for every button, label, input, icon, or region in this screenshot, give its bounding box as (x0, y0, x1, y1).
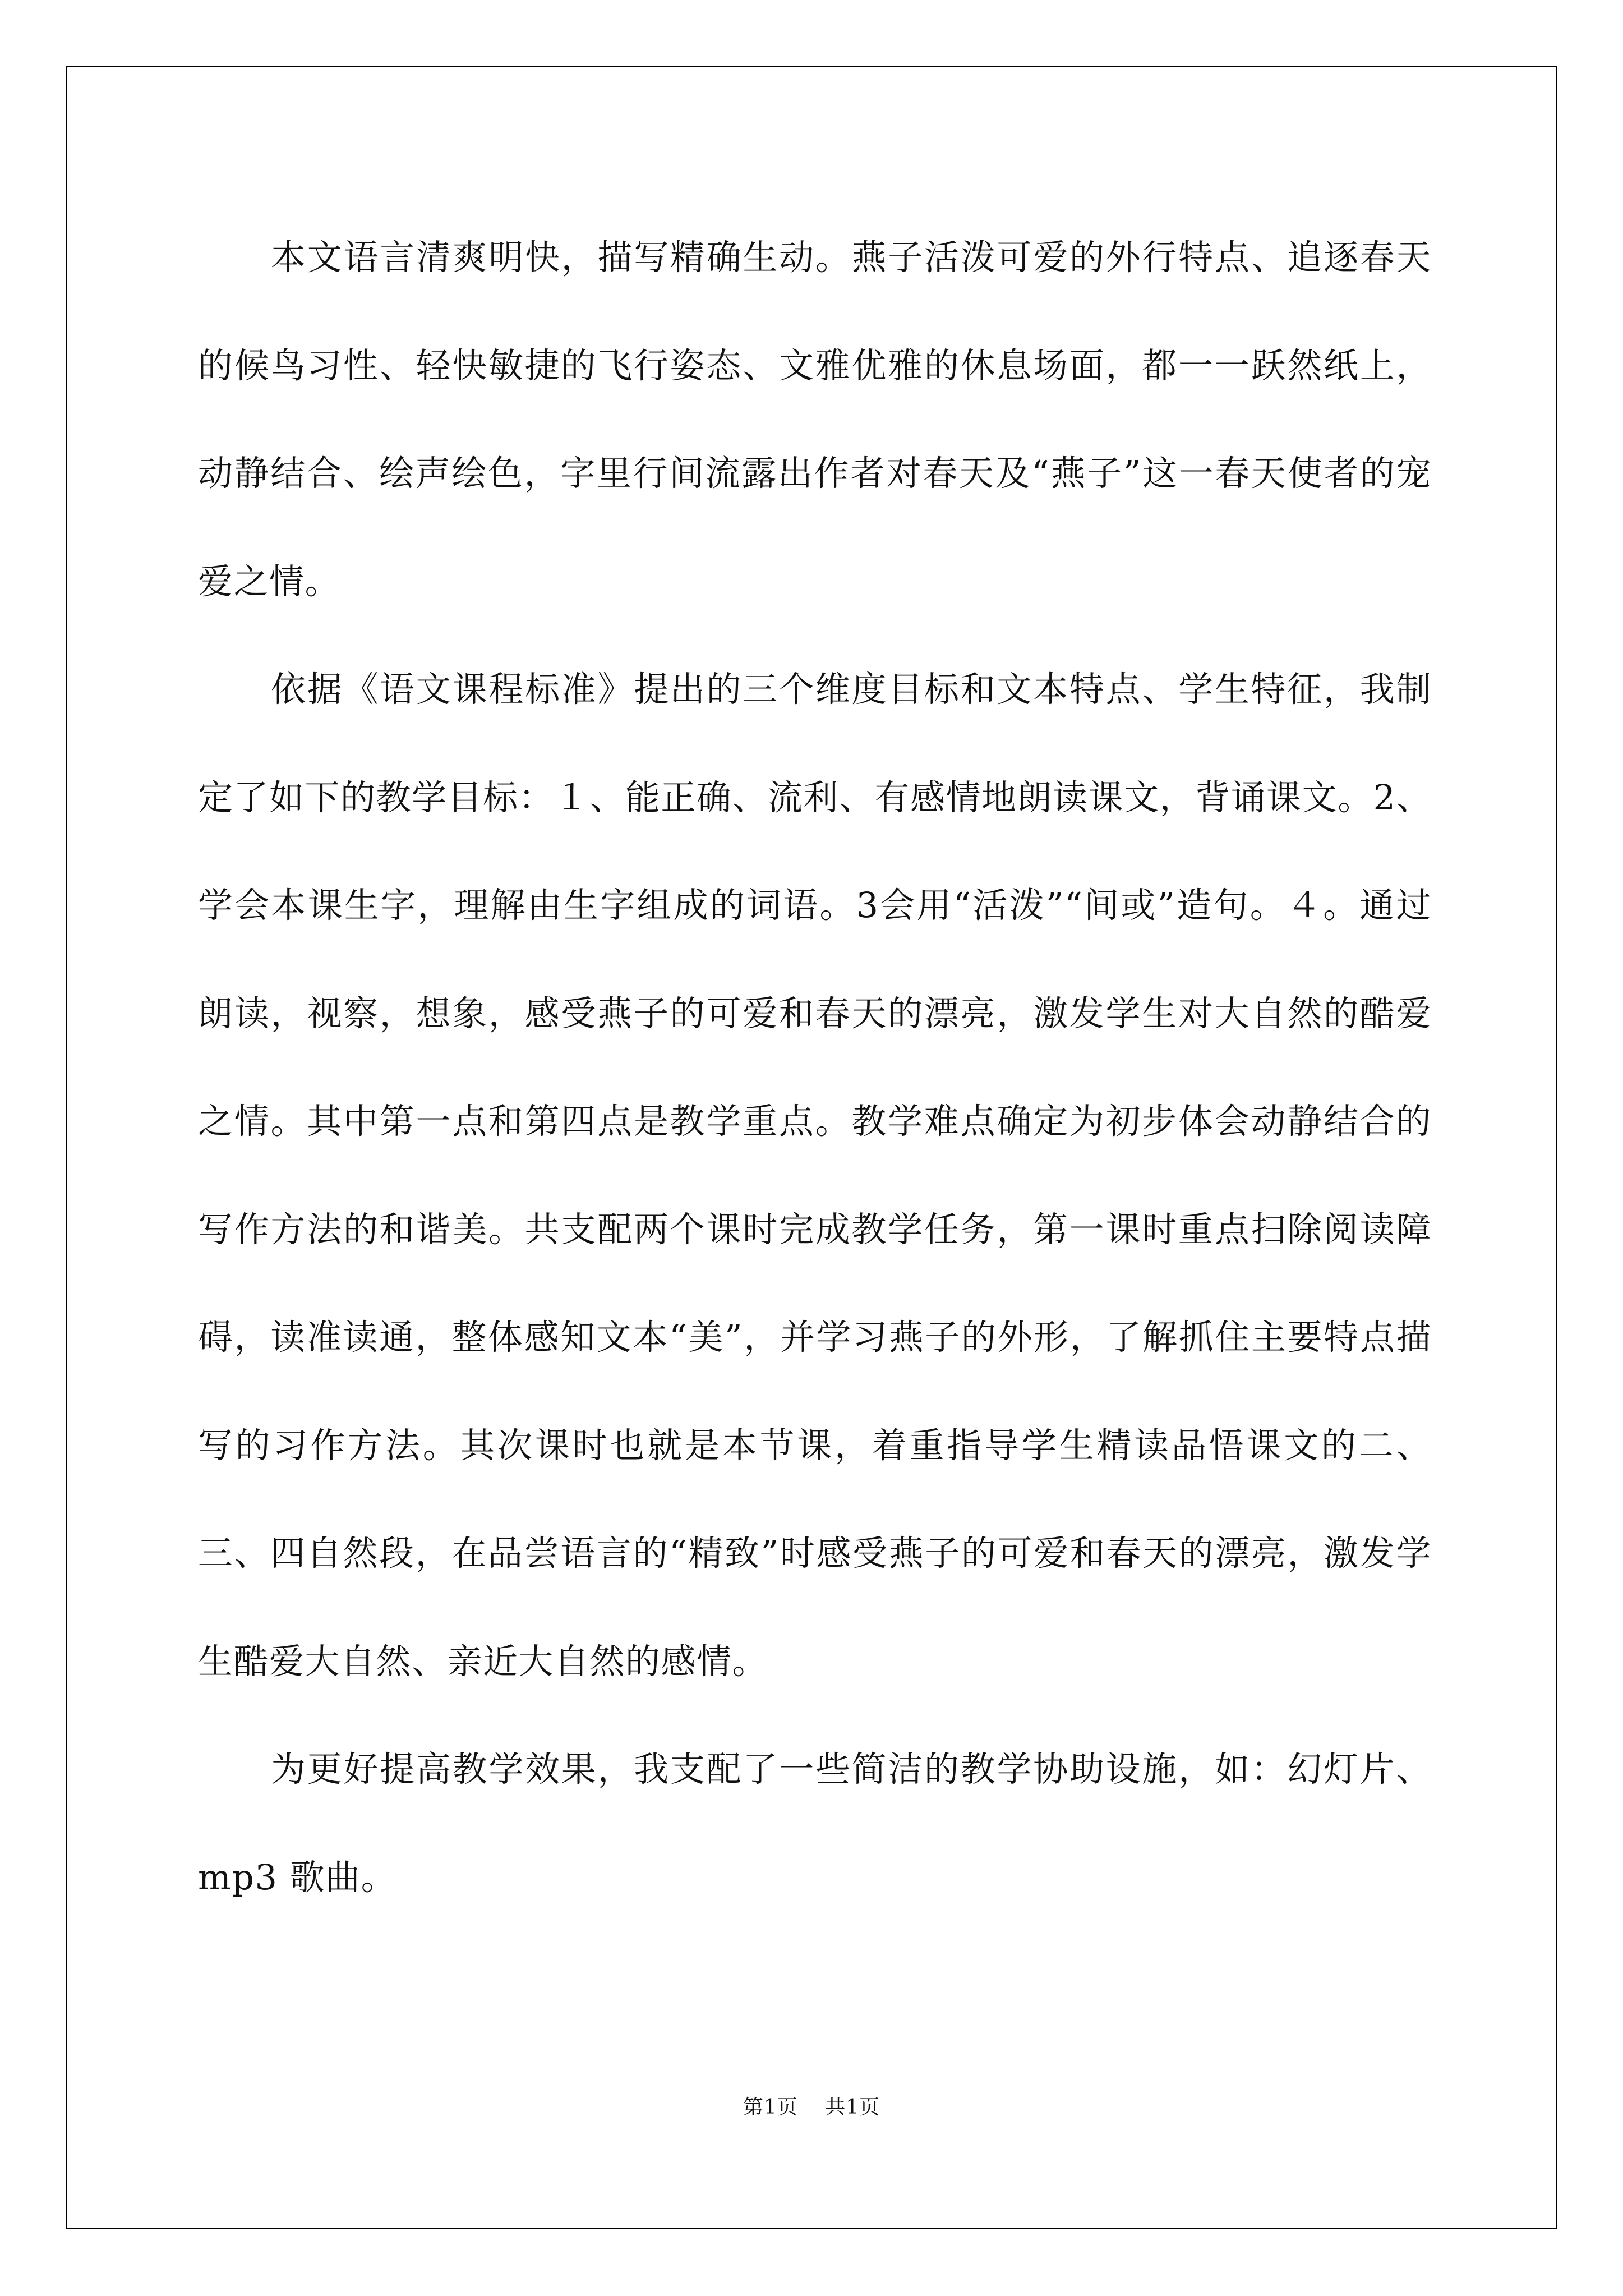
page-footer (0, 2091, 1623, 2120)
document-body (198, 204, 1432, 1931)
page-number-total: 共1页 (825, 2096, 880, 2119)
paragraph: 本文语言清爽明快，描写精确生动。燕子活泼可爱的外行特点、追逐春天的候鸟习性、轻快敏捷的飞行姿态、文雅优雅的休息场面，都一一跃然纸上，动静结合、绘声绘色，字里行间流露出作者对春天及“燕子”这一春天使者的宠爱之情。 (198, 237, 1432, 602)
paragraph: 依据《语文课程标准》提出的三个维度目标和文本特点、学生特征，我制定了如下的教学目标：１、能正确、流利、有感情地朗读课文，背诵课文。2、学会本课生字，理解由生字组成的词语。3会用“活泼”“间或”造句。４。通过朗读，视察，想象，感受燕子的可爱和春天的漂亮，激发学生对大自然的酷爱之情。其中第一点和第四点是教学重点。教学难点确定为初步体会动静结合的写作方法的和谐美。共支配两个课时完成教学任务，第一课时重点扫除阅读障碍，读准读通，整体感知文本“美”，并学习燕子的外形，了解抓住主要特点描写的习作方法。其次课时也就是本节课，着重指导学生精读品悟课文的二、三、四自然段，在品尝语言的“精致”时感受燕子的可爱和春天的漂亮，激发学生酷爱大自然、亲近大自然的感情。 (198, 669, 1432, 1682)
paragraph: 为更好提高教学效果，我支配了一些简洁的教学协助设施，如：幻灯片、mp3 歌曲。 (198, 1749, 1432, 1898)
page-number-current: 第1页 (743, 2096, 798, 2119)
